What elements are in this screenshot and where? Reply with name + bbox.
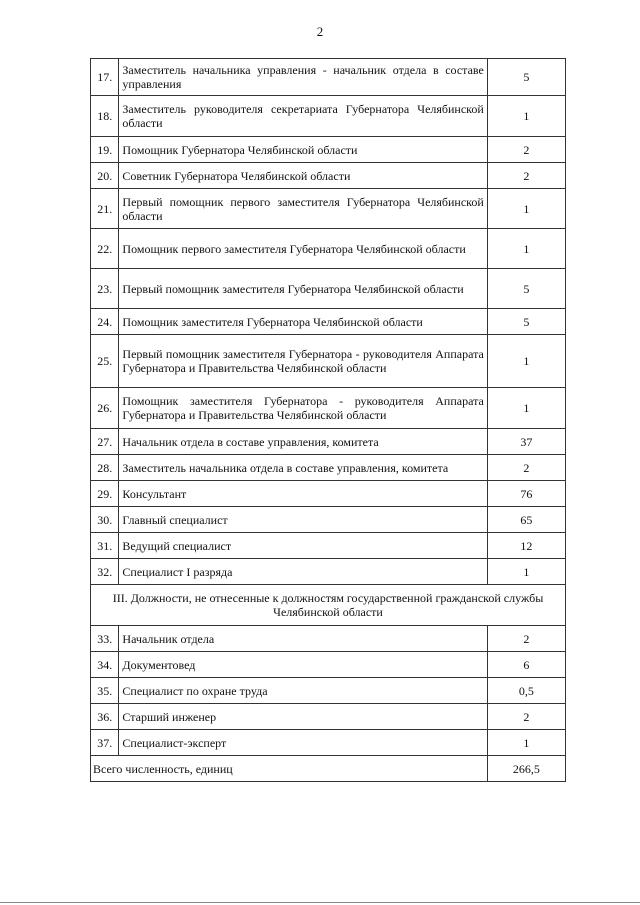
row-number: 17. bbox=[91, 59, 119, 96]
table-row bbox=[91, 59, 566, 96]
row-number: 31. bbox=[91, 533, 119, 559]
table-row bbox=[91, 559, 566, 585]
staff-rows-part2 bbox=[91, 626, 566, 756]
position-name: Советник Губернатора Челябинской области bbox=[119, 163, 487, 189]
staff-rows-part1 bbox=[91, 59, 566, 585]
staff-count: 5 bbox=[487, 59, 565, 96]
position-name: Ведущий специалист bbox=[119, 533, 487, 559]
staff-count: 65 bbox=[487, 507, 565, 533]
row-number: 32. bbox=[91, 559, 119, 585]
table-row bbox=[91, 652, 566, 678]
table-row bbox=[91, 730, 566, 756]
row-number: 23. bbox=[91, 269, 119, 309]
staff-table bbox=[90, 58, 566, 782]
table-row bbox=[91, 335, 566, 388]
position-name: Заместитель начальника отдела в составе управления, комитета bbox=[119, 455, 487, 481]
row-number: 27. bbox=[91, 429, 119, 455]
table-row bbox=[91, 269, 566, 309]
position-name: Специалист I разряда bbox=[119, 559, 487, 585]
staff-count: 2 bbox=[487, 704, 565, 730]
row-number: 28. bbox=[91, 455, 119, 481]
position-name: Помощник Губернатора Челябинской области bbox=[119, 137, 487, 163]
position-name: Старший инженер bbox=[119, 704, 487, 730]
table-row bbox=[91, 704, 566, 730]
row-number: 36. bbox=[91, 704, 119, 730]
table-row bbox=[91, 533, 566, 559]
row-number: 26. bbox=[91, 388, 119, 429]
position-name: Помощник заместителя Губернатора Челябинской области bbox=[119, 309, 487, 335]
table-row bbox=[91, 388, 566, 429]
staff-count: 2 bbox=[487, 626, 565, 652]
row-number: 29. bbox=[91, 481, 119, 507]
row-number: 20. bbox=[91, 163, 119, 189]
staff-count: 76 bbox=[487, 481, 565, 507]
table-row bbox=[91, 507, 566, 533]
position-name: Заместитель руководителя секретариата Губернатора Челябинской области bbox=[119, 96, 487, 137]
staff-count: 1 bbox=[487, 559, 565, 585]
total-value: 266,5 bbox=[487, 756, 565, 782]
table-row bbox=[91, 189, 566, 229]
position-name: Первый помощник заместителя Губернатора - руководителя Аппарата Губернатора и Правительства Челябинской области bbox=[119, 335, 487, 388]
table-row bbox=[91, 481, 566, 507]
staff-count: 1 bbox=[487, 730, 565, 756]
table-row bbox=[91, 678, 566, 704]
position-name: Специалист-эксперт bbox=[119, 730, 487, 756]
row-number: 30. bbox=[91, 507, 119, 533]
row-number: 22. bbox=[91, 229, 119, 269]
position-name: Помощник заместителя Губернатора - руководителя Аппарата Губернатора и Правительства Челябинской области bbox=[119, 388, 487, 429]
table-row bbox=[91, 163, 566, 189]
row-number: 35. bbox=[91, 678, 119, 704]
staff-count: 12 bbox=[487, 533, 565, 559]
row-number: 37. bbox=[91, 730, 119, 756]
position-name: Первый помощник первого заместителя Губернатора Челябинской области bbox=[119, 189, 487, 229]
staff-count: 2 bbox=[487, 163, 565, 189]
staff-count: 6 bbox=[487, 652, 565, 678]
table-row bbox=[91, 137, 566, 163]
staff-count: 2 bbox=[487, 455, 565, 481]
position-name: Помощник первого заместителя Губернатора Челябинской области bbox=[119, 229, 487, 269]
staff-count: 1 bbox=[487, 388, 565, 429]
position-name: Начальник отдела bbox=[119, 626, 487, 652]
total-group bbox=[91, 756, 566, 782]
position-name: Документовед bbox=[119, 652, 487, 678]
section-heading: III. Должности, не отнесенные к должностям государственной гражданской службы Челябинской области bbox=[91, 585, 566, 626]
position-name: Консультант bbox=[119, 481, 487, 507]
position-name: Главный специалист bbox=[119, 507, 487, 533]
table-row bbox=[91, 626, 566, 652]
staff-count: 2 bbox=[487, 137, 565, 163]
staff-count: 1 bbox=[487, 189, 565, 229]
table-row bbox=[91, 309, 566, 335]
table-row bbox=[91, 455, 566, 481]
row-number: 25. bbox=[91, 335, 119, 388]
row-number: 24. bbox=[91, 309, 119, 335]
bottom-rule bbox=[0, 902, 640, 903]
staff-count: 5 bbox=[487, 269, 565, 309]
position-name: Заместитель начальника управления - начальник отдела в составе управления bbox=[119, 59, 487, 96]
staff-count: 1 bbox=[487, 229, 565, 269]
section-heading-group bbox=[91, 585, 566, 626]
total-label: Всего численность, единиц bbox=[91, 756, 488, 782]
row-number: 18. bbox=[91, 96, 119, 137]
position-name: Первый помощник заместителя Губернатора Челябинской области bbox=[119, 269, 487, 309]
staff-count: 1 bbox=[487, 96, 565, 137]
row-number: 34. bbox=[91, 652, 119, 678]
table-row bbox=[91, 96, 566, 137]
table-row bbox=[91, 429, 566, 455]
staff-count: 37 bbox=[487, 429, 565, 455]
row-number: 21. bbox=[91, 189, 119, 229]
section-heading-row bbox=[91, 585, 566, 626]
staff-count: 1 bbox=[487, 335, 565, 388]
total-row bbox=[91, 756, 566, 782]
staff-count: 0,5 bbox=[487, 678, 565, 704]
table-row bbox=[91, 229, 566, 269]
position-name: Начальник отдела в составе управления, комитета bbox=[119, 429, 487, 455]
position-name: Специалист по охране труда bbox=[119, 678, 487, 704]
row-number: 33. bbox=[91, 626, 119, 652]
page-number: 2 bbox=[316, 24, 324, 39]
row-number: 19. bbox=[91, 137, 119, 163]
staff-count: 5 bbox=[487, 309, 565, 335]
